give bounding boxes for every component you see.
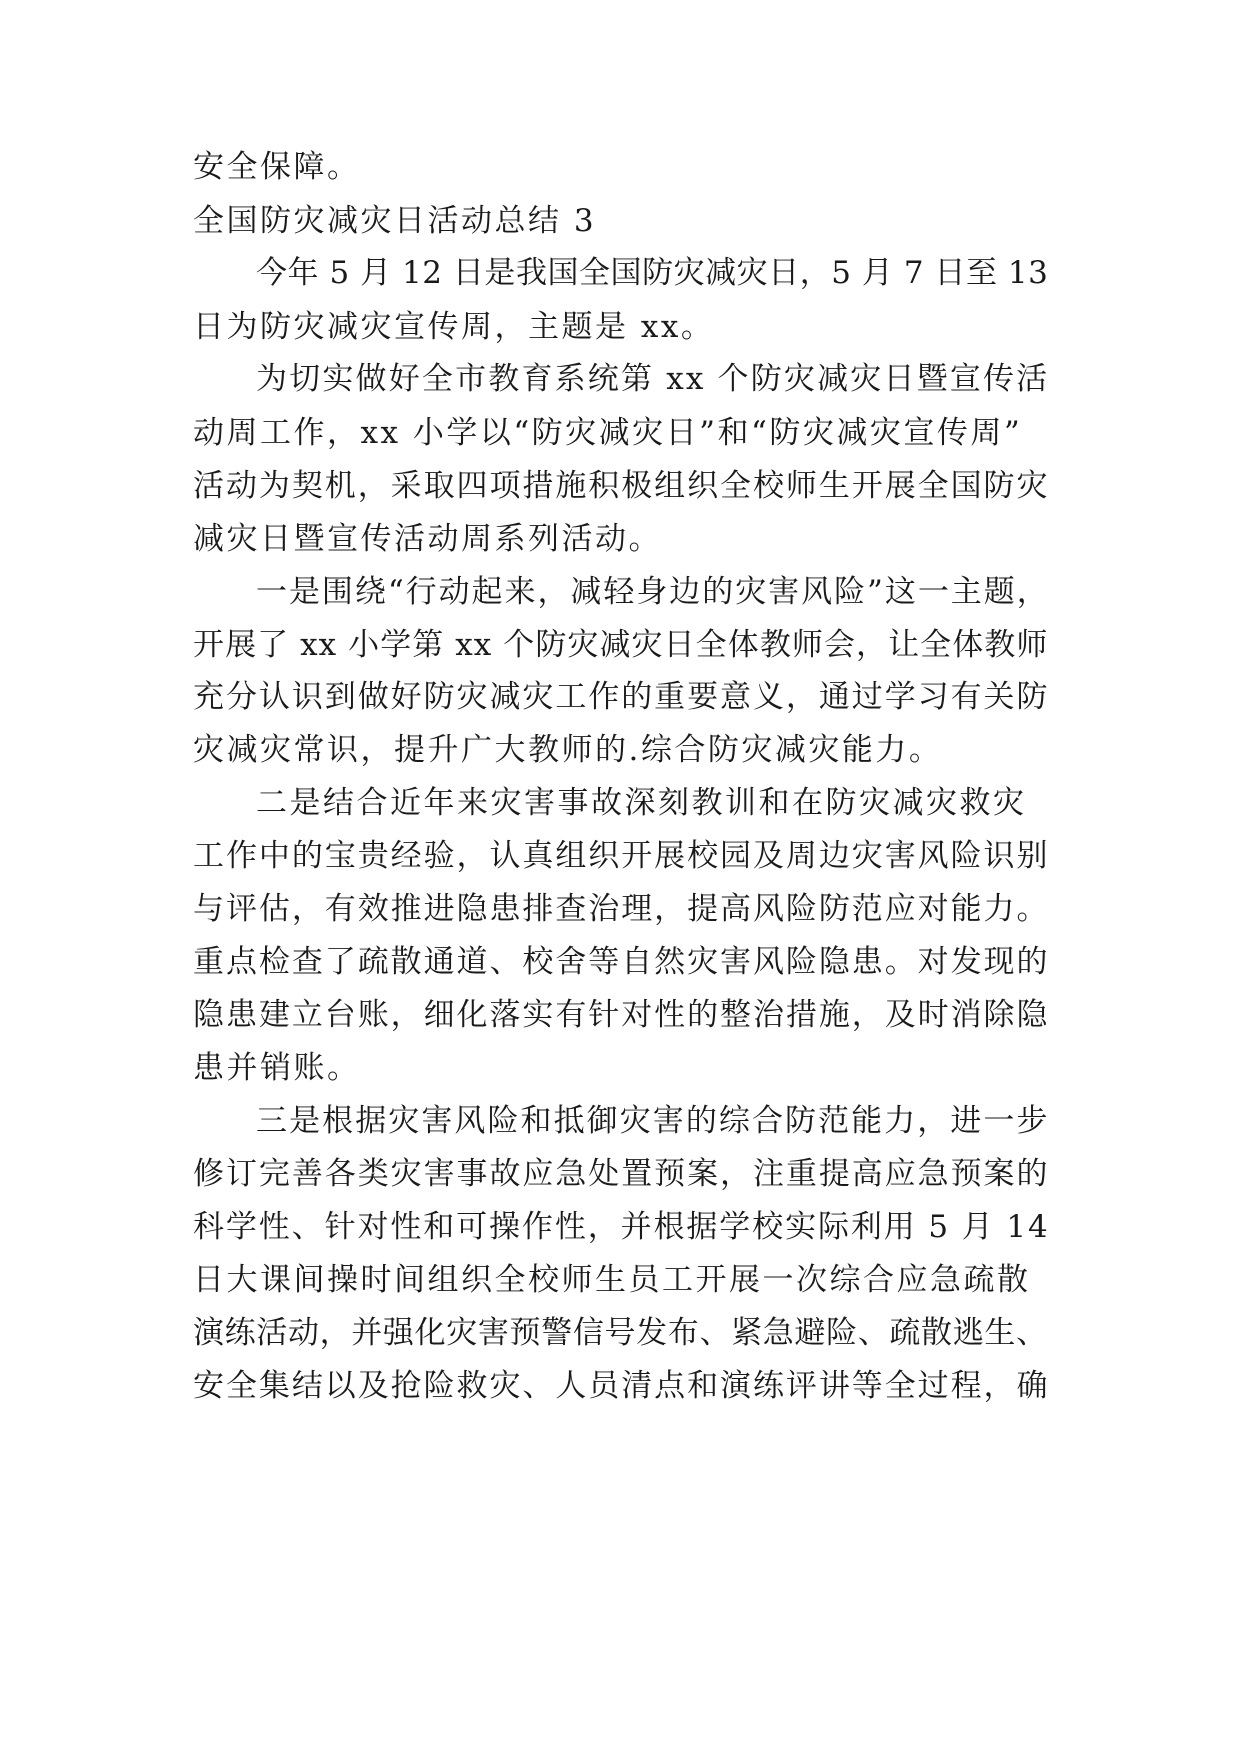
paragraph-line: 减灾日暨宣传活动周系列活动。 [193, 521, 662, 557]
paragraph-line: 工作中的宝贵经验，认真组织开展校园及周边灾害风险识别 [193, 838, 1050, 874]
paragraph-line: 三是根据灾害风险和抵御灾害的综合防范能力，进一步 [256, 1103, 1050, 1139]
paragraph-line: 今年 5 月 12 日是我国全国防灾减灾日，5 月 7 日至 13 [256, 255, 1049, 291]
paragraph-line: 患并销账。 [193, 1050, 361, 1086]
continuation-line: 安全保障。 [193, 149, 361, 185]
paragraph-line: 隐患建立台账，细化落实有针对性的整治措施，及时消除隐 [193, 997, 1050, 1033]
paragraph-line: 修订完善各类灾害事故应急处置预案，注重提高应急预案的 [193, 1156, 1050, 1192]
paragraph-line: 一是围绕“行动起来，减轻身边的灾害风险”这一主题， [256, 574, 1050, 610]
paragraph-line: 动周工作，xx 小学以“防灾减灾日”和“防灾减灾宣传周” [193, 415, 1023, 451]
paragraph-line: 日大课间操时间组织全校师生员工开展一次综合应急疏散 [193, 1262, 1031, 1298]
paragraph-line: 与评估，有效推进隐患排查治理，提高风险防范应对能力。 [193, 891, 1050, 927]
paragraph-line: 灾减灾常识，提升广大教师的.综合防灾减灾能力。 [193, 732, 943, 768]
paragraph-line: 活动为契机，采取四项措施积极组织全校师生开展全国防灾 [193, 468, 1050, 504]
paragraph-line: 日为防灾减灾宣传周，主题是 xx。 [193, 309, 715, 345]
paragraph-line: 演练活动，并强化灾害预警信号发布、紧急避险、疏散逃生、 [193, 1315, 1048, 1351]
paragraph-line: 二是结合近年来灾害事故深刻教训和在防灾减灾救灾 [256, 785, 1027, 821]
paragraph-line: 安全集结以及抢险救灾、人员清点和演练评讲等全过程，确 [193, 1368, 1050, 1404]
paragraph-line: 为切实做好全市教育系统第 xx 个防灾减灾日暨宣传活 [256, 361, 1050, 397]
paragraph-line: 开展了 xx 小学第 xx 个防灾减灾日全体教师会，让全体教师 [193, 627, 1049, 663]
paragraph-line: 重点检查了疏散通道、校舍等自然灾害风险隐患。对发现的 [193, 944, 1050, 980]
paragraph-line: 科学性、针对性和可操作性，并根据学校实际利用 5 月 14 [193, 1209, 1050, 1245]
section-heading: 全国防灾减灾日活动总结 3 [193, 203, 597, 239]
paragraph-line: 充分认识到做好防灾减灾工作的重要意义，通过学习有关防 [193, 679, 1050, 715]
